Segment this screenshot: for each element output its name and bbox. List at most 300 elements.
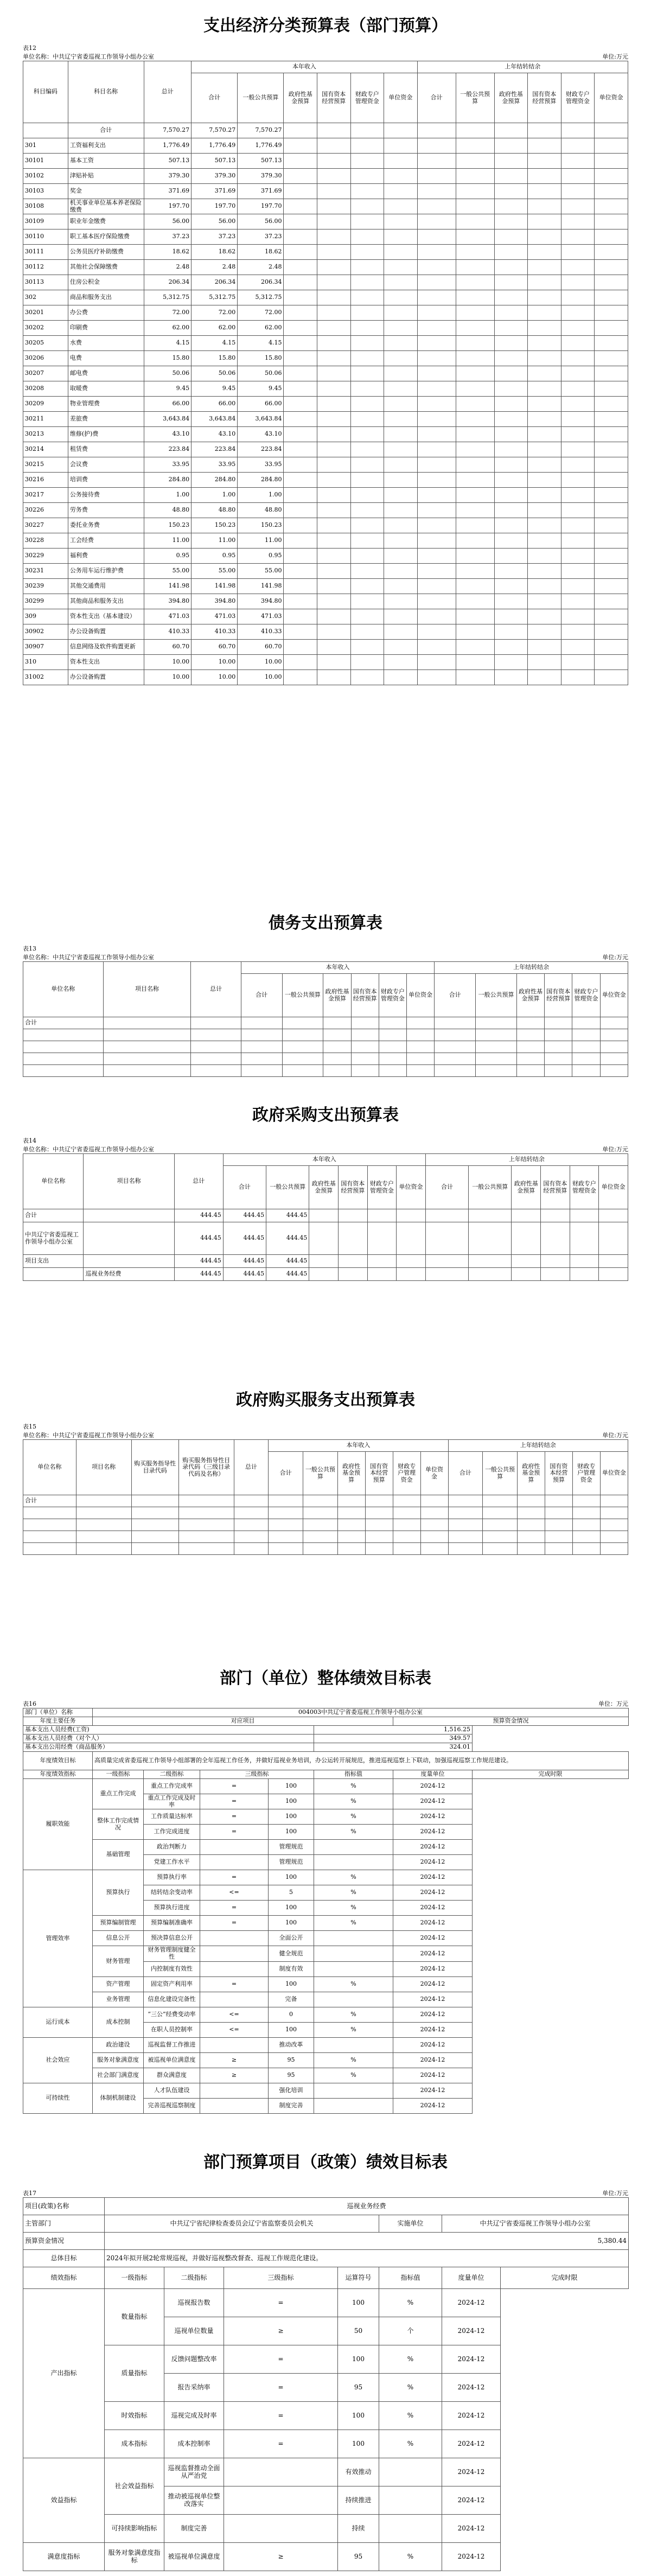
level3: 巡视监督推动全面从严治党 (164, 2458, 224, 2486)
empty-cell (317, 366, 351, 381)
table-row (23, 579, 628, 594)
row-general: 3,643.84 (238, 412, 284, 427)
empty-cell (456, 549, 494, 564)
unit: % (314, 1901, 393, 1916)
empty-cell (561, 214, 595, 229)
empty-cell (417, 670, 456, 685)
empty-cell (350, 290, 384, 305)
row-name: 办公费 (68, 305, 144, 321)
row-sum: 3,643.84 (192, 412, 238, 427)
empty-cell (417, 381, 456, 397)
row-general: 56.00 (238, 214, 284, 229)
operator: = (200, 1916, 269, 1931)
unit: % (314, 1794, 393, 1809)
deadline: 2024-12 (393, 1840, 473, 1855)
empty-cell (350, 533, 384, 549)
empty-cell (417, 169, 456, 184)
empty-cell (483, 1519, 518, 1531)
table-row (23, 1992, 629, 2007)
empty-cell (337, 1495, 365, 1507)
row-total: 55.00 (144, 564, 192, 579)
row-sum: 10.00 (192, 655, 238, 670)
row-unit: 中共辽宁省委巡视工作领导小组办公室 (23, 1222, 84, 1255)
empty-cell (561, 245, 595, 260)
row-sum: 66.00 (192, 397, 238, 412)
row-name: 劳务费 (68, 503, 144, 518)
table14-number: 表14 (23, 1137, 36, 1144)
value: 管理规范 (269, 1840, 314, 1855)
table-row (23, 1946, 629, 1961)
value: 制度完善 (269, 2098, 314, 2113)
row-name: 合计 (68, 123, 144, 138)
value: 制度有效 (269, 1961, 314, 1976)
row-total: 0.95 (144, 549, 192, 564)
header-code: 科目编码 (23, 61, 68, 123)
row-total: 62.00 (144, 321, 192, 336)
empty-cell (528, 336, 561, 351)
empty-cell (469, 1268, 512, 1281)
header-level2: 二级指标 (164, 2267, 224, 2289)
empty-cell (572, 1543, 600, 1555)
empty-cell (541, 1255, 570, 1268)
row-code: 309 (23, 609, 68, 624)
table-row (23, 1222, 628, 1255)
empty-cell (600, 1017, 628, 1029)
empty-cell (393, 1507, 420, 1519)
empty-cell (528, 184, 561, 199)
deadline: 2024-12 (442, 2289, 501, 2317)
empty-cell (407, 1017, 435, 1029)
header-carryover: 上年结转结余 (448, 1440, 628, 1452)
empty-cell (284, 184, 317, 199)
empty-cell (528, 214, 561, 229)
operator: = (200, 1825, 269, 1840)
empty-cell (517, 1531, 545, 1543)
empty-cell (561, 488, 595, 503)
empty-cell (483, 1531, 518, 1543)
table16-unit: 单位：万元 (598, 1700, 628, 1707)
row-general: 2.48 (238, 260, 284, 275)
empty-cell (76, 1507, 131, 1519)
value: 100 (269, 1809, 314, 1825)
empty-cell (303, 1543, 338, 1555)
empty-cell (469, 1255, 512, 1268)
empty-cell (23, 1065, 104, 1077)
empty-cell (76, 1543, 131, 1555)
table14-title: 政府采购支出预算表 (252, 1106, 399, 1125)
empty-cell (317, 169, 351, 184)
empty-cell (528, 123, 561, 138)
value: 5 (269, 1885, 314, 1901)
empty-cell (131, 1495, 178, 1507)
value: 100 (269, 1825, 314, 1840)
empty-cell (528, 427, 561, 442)
empty-cell (284, 624, 317, 640)
table-row (23, 1779, 629, 1794)
row-sum: 444.45 (223, 1222, 266, 1255)
empty-cell (365, 1543, 393, 1555)
table-row (23, 609, 628, 624)
fund-value: 5,380.44 (105, 2233, 629, 2250)
empty-cell (420, 1495, 448, 1507)
empty-cell (595, 260, 628, 275)
row-sum: 197.70 (192, 199, 238, 214)
empty-cell (494, 670, 528, 685)
table13-number: 表13 (23, 945, 36, 952)
empty-cell (365, 1507, 393, 1519)
header-name: 科目名称 (68, 61, 144, 123)
empty-cell (545, 1507, 572, 1519)
empty-cell (284, 138, 317, 154)
empty-cell (337, 1531, 365, 1543)
deadline: 2024-12 (393, 1976, 473, 1992)
value: 0 (269, 2007, 314, 2022)
empty-cell (282, 1041, 323, 1053)
empty-cell (191, 1053, 241, 1065)
row-sum: 50.06 (192, 366, 238, 381)
level3: 信息化建设完备性 (144, 1992, 200, 2007)
row-name: 津贴补贴 (68, 169, 144, 184)
empty-cell (476, 1065, 517, 1077)
empty-cell (561, 518, 595, 533)
level1: 满意度指标 (23, 2543, 105, 2571)
table15-title: 政府购买服务支出预算表 (236, 1391, 415, 1410)
table15-unit: 单位:万元 (602, 1432, 628, 1439)
empty-cell (494, 123, 528, 138)
empty-cell (494, 624, 528, 640)
empty-cell (384, 670, 418, 685)
empty-cell (476, 1053, 517, 1065)
empty-cell (191, 1029, 241, 1041)
unit (314, 1992, 393, 2007)
empty-cell (600, 1543, 628, 1555)
row-sum: 37.23 (192, 229, 238, 245)
row-total: 72.00 (144, 305, 192, 321)
empty-cell (595, 245, 628, 260)
row-general: 379.30 (238, 169, 284, 184)
level1: 效益指标 (23, 2458, 105, 2543)
table16-section (23, 1665, 628, 2114)
total-label: 合计 (23, 1495, 76, 1507)
empty-cell (234, 1531, 269, 1543)
row-code: 30103 (23, 184, 68, 199)
empty-cell (284, 655, 317, 670)
empty-cell (417, 640, 456, 655)
table13-unit: 单位:万元 (602, 954, 628, 961)
table12-section (23, 12, 628, 685)
level2: 财务管理 (93, 1946, 144, 1976)
level2: 社会效益指标 (105, 2458, 164, 2515)
value: 100 (269, 2022, 314, 2037)
table17-number: 表17 (23, 2190, 36, 2197)
level3: 被巡视单位满意度 (144, 2052, 200, 2068)
row-general: 5,312.75 (238, 290, 284, 305)
empty-cell (317, 457, 351, 473)
empty-cell (494, 594, 528, 609)
row-name: 职业年金缴费 (68, 214, 144, 229)
table-row (23, 2052, 629, 2068)
empty-cell (420, 1543, 448, 1555)
level2: 预算执行 (93, 1870, 144, 1916)
empty-cell (269, 1531, 303, 1543)
header-special2: 财政专户管理资金 (572, 1452, 600, 1495)
table-row (23, 1976, 629, 1992)
row-general: 43.10 (238, 427, 284, 442)
empty-cell (595, 397, 628, 412)
empty-cell (494, 199, 528, 214)
empty-cell (317, 397, 351, 412)
unit: % (379, 2374, 442, 2402)
empty-cell (350, 169, 384, 184)
empty-cell (494, 169, 528, 184)
empty-cell (561, 260, 595, 275)
row-unit (23, 1268, 84, 1281)
empty-cell (494, 488, 528, 503)
empty-cell (317, 123, 351, 138)
empty-cell (284, 260, 317, 275)
table-row (23, 245, 628, 260)
empty-cell (561, 564, 595, 579)
header-special: 财政专户管理资金 (379, 974, 406, 1017)
row-general: 1.00 (238, 488, 284, 503)
empty-cell (456, 275, 494, 290)
empty-cell (600, 1041, 628, 1053)
empty-cell (561, 154, 595, 169)
table17-unit: 单位:万元 (602, 2190, 628, 2197)
empty-cell (269, 1495, 303, 1507)
empty-cell (528, 138, 561, 154)
table-row (23, 549, 628, 564)
empty-cell (595, 229, 628, 245)
level3: 成本控制率 (164, 2430, 224, 2458)
empty-cell (561, 503, 595, 518)
empty-cell (339, 1222, 368, 1255)
empty-cell (595, 655, 628, 670)
operator: ≥ (200, 2052, 269, 2068)
empty-cell (323, 1053, 351, 1065)
table12-title: 支出经济分类预算表（部门预算） (203, 16, 448, 35)
table-row (23, 1519, 628, 1531)
empty-cell (528, 245, 561, 260)
row-general: 444.45 (266, 1209, 309, 1222)
row-total: 60.70 (144, 640, 192, 655)
unit (314, 2083, 393, 2098)
table-row (23, 1041, 628, 1053)
row-total: 379.30 (144, 169, 192, 184)
table13-section (23, 909, 628, 1077)
empty-cell (561, 275, 595, 290)
empty-cell (469, 1209, 512, 1222)
empty-cell (600, 1507, 628, 1519)
row-general: 11.00 (238, 533, 284, 549)
fund-label: 预算资金情况 (393, 1717, 629, 1726)
row-total: 444.45 (174, 1255, 223, 1268)
empty-cell (456, 184, 494, 199)
empty-cell (350, 442, 384, 457)
empty-cell (494, 381, 528, 397)
row-sum: 150.23 (192, 518, 238, 533)
table14-section (23, 1101, 628, 1281)
row-total: 33.95 (144, 457, 192, 473)
operator (200, 1946, 269, 1961)
table16-number: 表16 (23, 1700, 36, 1707)
row-project (84, 1255, 174, 1268)
empty-cell (456, 564, 494, 579)
empty-cell (494, 549, 528, 564)
header-current-income: 本年收入 (269, 1440, 448, 1452)
row-code (23, 123, 68, 138)
empty-cell (435, 1029, 476, 1041)
deadline: 2024-12 (442, 2458, 501, 2486)
empty-cell (561, 624, 595, 640)
table-row (23, 1507, 628, 1519)
header-sum2: 合计 (425, 1166, 468, 1209)
empty-cell (528, 290, 561, 305)
row-total: 4.15 (144, 336, 192, 351)
row-name: 办公设备购置 (68, 624, 144, 640)
value: 100 (338, 2430, 379, 2458)
empty-cell (23, 1507, 76, 1519)
empty-cell (23, 1519, 76, 1531)
empty-cell (303, 1495, 338, 1507)
row-total: 410.33 (144, 624, 192, 640)
row-total: 507.13 (144, 154, 192, 169)
value: 有效推动 (338, 2458, 379, 2486)
empty-cell (303, 1531, 338, 1543)
empty-cell (384, 564, 418, 579)
header-unit-funds2: 单位资金 (600, 1452, 628, 1495)
empty-cell (284, 609, 317, 624)
row-name: 机关事业单位基本养老保险缴费 (68, 199, 144, 214)
empty-cell (417, 351, 456, 366)
empty-cell (595, 366, 628, 381)
empty-cell (512, 1209, 541, 1222)
ind-label: 年度绩效指标 (23, 1770, 93, 1779)
operator (200, 2037, 269, 2052)
table-row (23, 427, 628, 442)
unit (314, 1961, 393, 1976)
deadline: 2024-12 (442, 2317, 501, 2345)
empty-cell (600, 1065, 628, 1077)
empty-cell (528, 533, 561, 549)
dept-value: 004003中共辽宁省委巡视工作领导小组办公室 (93, 1708, 629, 1717)
empty-cell (282, 1065, 323, 1077)
empty-cell (456, 624, 494, 640)
empty-cell (284, 579, 317, 594)
row-sum: 48.80 (192, 503, 238, 518)
empty-cell (317, 245, 351, 260)
empty-cell (572, 1519, 600, 1531)
empty-cell (456, 381, 494, 397)
row-unit: 项目支出 (23, 1255, 84, 1268)
row-general: 37.23 (238, 229, 284, 245)
table-row (23, 154, 628, 169)
row-general: 0.95 (238, 549, 284, 564)
empty-cell (191, 1065, 241, 1077)
empty-cell (595, 473, 628, 488)
table12-number: 表12 (23, 44, 36, 52)
empty-cell (572, 1041, 600, 1053)
row-sum: 15.80 (192, 351, 238, 366)
empty-cell (595, 351, 628, 366)
operator: <= (200, 2007, 269, 2022)
table14 (23, 1153, 628, 1281)
empty-cell (456, 609, 494, 624)
table-row (23, 533, 628, 549)
empty-cell (303, 1507, 338, 1519)
table14-unit-name: 单位名称：中共辽宁省委巡视工作领导小组办公室 (23, 1146, 154, 1153)
empty-cell (595, 169, 628, 184)
header-current-income: 本年收入 (223, 1154, 425, 1166)
table-row (23, 2068, 629, 2083)
row-code: 31002 (23, 670, 68, 685)
row-name: 资本性支出 (68, 655, 144, 670)
empty-cell (384, 518, 418, 533)
empty-cell (494, 351, 528, 366)
header-unit-funds: 单位资金 (397, 1166, 426, 1209)
empty-cell (384, 336, 418, 351)
empty-cell (528, 594, 561, 609)
empty-cell (350, 336, 384, 351)
header-fund2: 政府性基金预算 (516, 974, 544, 1017)
empty-cell (317, 533, 351, 549)
level2: 业务管理 (93, 1992, 144, 2007)
row-sum: 444.45 (223, 1255, 266, 1268)
empty-cell (456, 533, 494, 549)
empty-cell (545, 1053, 572, 1065)
row-total: 2.48 (144, 260, 192, 275)
unit: % (314, 1809, 393, 1825)
level3: 预算执行率 (144, 1870, 200, 1885)
row-sum: 444.45 (223, 1268, 266, 1281)
empty-cell (512, 1268, 541, 1281)
empty-cell (595, 214, 628, 229)
row-name: 邮电费 (68, 366, 144, 381)
empty-cell (417, 321, 456, 336)
empty-cell (350, 488, 384, 503)
empty-cell (367, 1222, 397, 1255)
row-total: 66.00 (144, 397, 192, 412)
empty-cell (417, 412, 456, 427)
row-general: 284.80 (238, 473, 284, 488)
operator (200, 1992, 269, 2007)
empty-cell (595, 533, 628, 549)
value: 100 (338, 2402, 379, 2430)
empty-cell (350, 503, 384, 518)
empty-cell (595, 427, 628, 442)
header-state-capital2: 国有资本经营预算 (545, 974, 572, 1017)
empty-cell (595, 154, 628, 169)
empty-cell (494, 214, 528, 229)
level2: 资产管理 (93, 1976, 144, 1992)
header-general2: 一般公共预算 (476, 974, 517, 1017)
row-code: 30214 (23, 442, 68, 457)
empty-cell (103, 1029, 191, 1041)
empty-cell (456, 169, 494, 184)
table-row (23, 1255, 628, 1268)
operator: = (200, 1870, 269, 1885)
empty-cell (76, 1531, 131, 1543)
unit (314, 2037, 393, 2052)
empty-cell (417, 427, 456, 442)
header-fund: 政府性基金预算 (309, 1166, 339, 1209)
empty-cell (456, 670, 494, 685)
empty-cell (595, 549, 628, 564)
level1: 履职效能 (23, 1779, 93, 1870)
proj-label: 项目(政策)名称 (23, 2198, 105, 2215)
empty-cell (600, 1053, 628, 1065)
empty-cell (284, 381, 317, 397)
